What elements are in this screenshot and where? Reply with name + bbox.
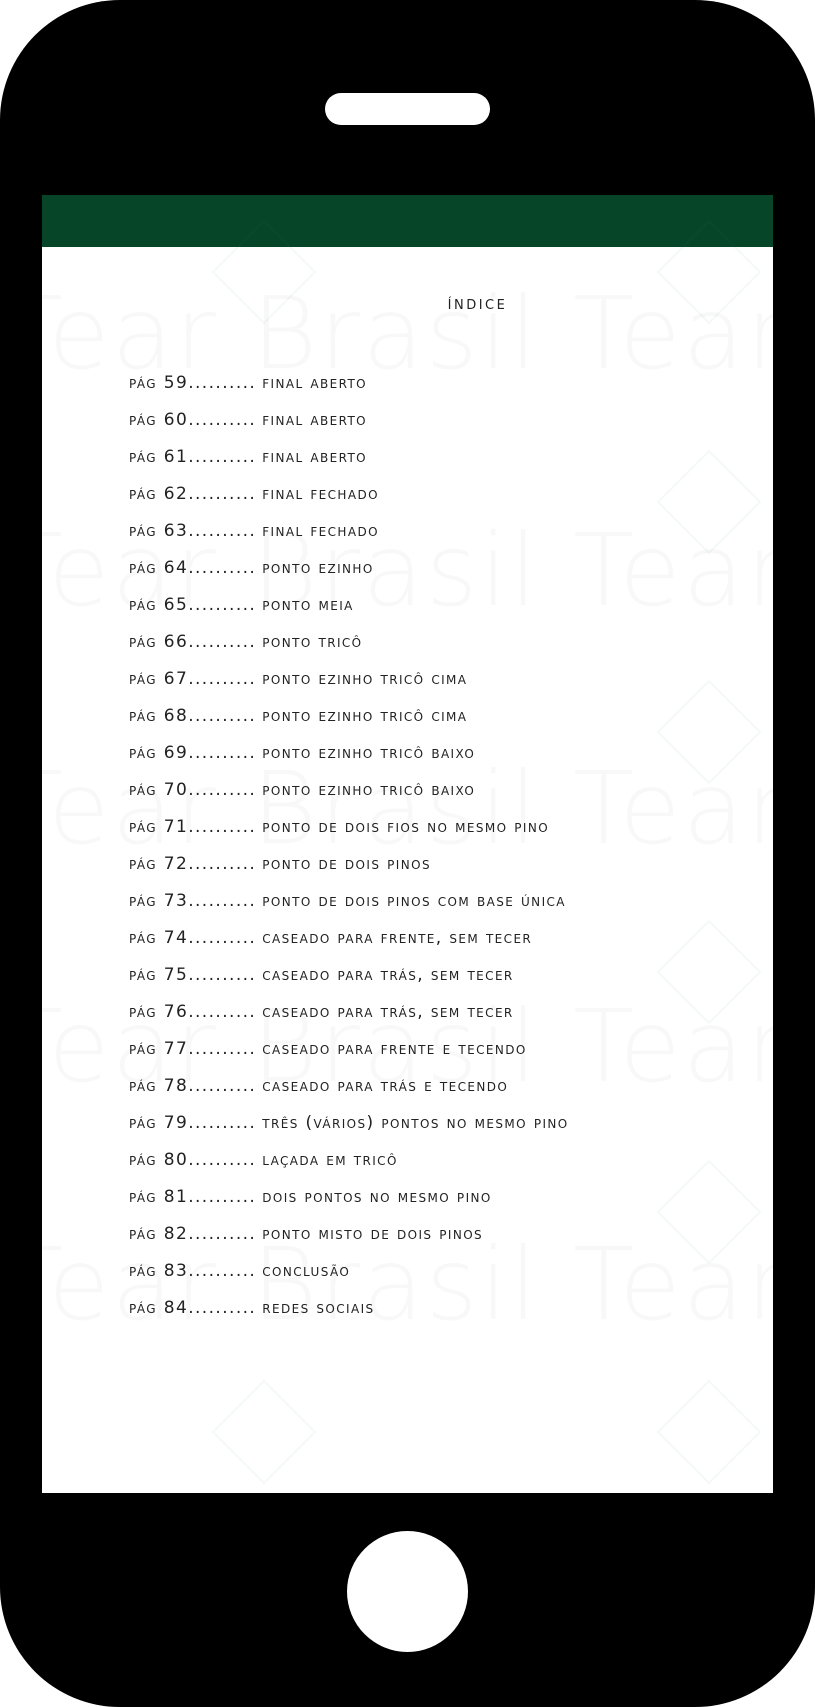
index-entry-title: ponto de dois fios no mesmo pino <box>262 817 550 837</box>
index-entry[interactable] <box>129 624 569 661</box>
watermark-diamond-icon <box>657 450 762 555</box>
index-entry-page: pág 68.......... <box>129 706 257 726</box>
index-entry-title: final aberto <box>262 410 368 430</box>
index-entry-page: pág 83.......... <box>129 1261 257 1281</box>
index-entry-page: pág 69.......... <box>129 743 257 763</box>
index-entry-page: pág 67.......... <box>129 669 257 689</box>
index-entry[interactable] <box>129 550 569 587</box>
index-entry[interactable] <box>129 513 569 550</box>
index-entry-page: pág 73.......... <box>129 891 257 911</box>
watermark-diamond-icon <box>657 920 762 1025</box>
index-entry[interactable] <box>129 920 569 957</box>
index-entry-title: ponto ezinho tricô baixo <box>262 780 476 800</box>
index-entry-page: pág 75.......... <box>129 965 257 985</box>
index-entry[interactable] <box>129 957 569 994</box>
index-entry[interactable] <box>129 1253 569 1290</box>
index-entry[interactable] <box>129 1179 569 1216</box>
index-entry-title: ponto ezinho tricô cima <box>262 669 468 689</box>
index-entry-title: ponto de dois pinos <box>262 854 431 874</box>
index-entry-title: ponto ezinho <box>262 558 374 578</box>
index-entry[interactable] <box>129 1142 569 1179</box>
index-entry-title: caseado para trás e tecendo <box>262 1076 509 1096</box>
index-entry-page: pág 64.......... <box>129 558 257 578</box>
index-entry[interactable] <box>129 1105 569 1142</box>
index-entry[interactable] <box>129 1290 569 1327</box>
index-entry[interactable] <box>129 1216 569 1253</box>
index-entry-title: conclusão <box>262 1261 351 1281</box>
index-entry-page: pág 79.......... <box>129 1113 257 1133</box>
index-entry-title: final aberto <box>262 447 368 467</box>
index-entry-title: final aberto <box>262 373 368 393</box>
index-entry-title: laçada em tricô <box>262 1150 398 1170</box>
index-entry-title: ponto tricô <box>262 632 363 652</box>
index-entry[interactable] <box>129 1031 569 1068</box>
index-entry-page: pág 65.......... <box>129 595 257 615</box>
index-list <box>129 365 569 1327</box>
page-title: índice <box>447 292 508 314</box>
index-entry-title: ponto meia <box>262 595 354 615</box>
index-entry[interactable] <box>129 846 569 883</box>
index-entry-title: ponto de dois pinos com base única <box>262 891 566 911</box>
watermark-diamond-icon <box>212 1380 317 1485</box>
index-entry[interactable] <box>129 1068 569 1105</box>
index-entry-page: pág 66.......... <box>129 632 257 652</box>
index-entry-page: pág 80.......... <box>129 1150 257 1170</box>
index-entry[interactable] <box>129 735 569 772</box>
index-entry-title: ponto misto de dois pinos <box>262 1224 484 1244</box>
index-entry-page: pág 76.......... <box>129 1002 257 1022</box>
index-entry-title: caseado para frente, sem tecer <box>262 928 533 948</box>
index-entry[interactable] <box>129 883 569 920</box>
index-entry-page: pág 71.......... <box>129 817 257 837</box>
index-entry-page: pág 74.......... <box>129 928 257 948</box>
index-entry[interactable] <box>129 994 569 1031</box>
index-entry-page: pág 82.......... <box>129 1224 257 1244</box>
index-entry[interactable] <box>129 772 569 809</box>
home-button[interactable] <box>347 1531 468 1652</box>
index-entry-page: pág 62.......... <box>129 484 257 504</box>
index-entry-page: pág 59.......... <box>129 373 257 393</box>
index-entry-page: pág 78.......... <box>129 1076 257 1096</box>
index-entry[interactable] <box>129 439 569 476</box>
watermark-diamond-icon <box>657 680 762 785</box>
index-entry-page: pág 70.......... <box>129 780 257 800</box>
index-entry-title: caseado para trás, sem tecer <box>262 1002 514 1022</box>
index-entry-title: três (vários) pontos no mesmo pino <box>262 1113 569 1133</box>
index-entry[interactable] <box>129 587 569 624</box>
index-entry-page: pág 77.......... <box>129 1039 257 1059</box>
index-entry[interactable] <box>129 809 569 846</box>
index-entry-title: caseado para frente e tecendo <box>262 1039 527 1059</box>
index-entry[interactable] <box>129 476 569 513</box>
index-entry-title: ponto ezinho tricô baixo <box>262 743 476 763</box>
index-entry-title: final fechado <box>262 484 379 504</box>
watermark-diamond-icon <box>657 1160 762 1265</box>
watermark-diamond-icon <box>657 1380 762 1485</box>
index-entry-page: pág 61.......... <box>129 447 257 467</box>
index-entry-page: pág 84.......... <box>129 1298 257 1318</box>
index-entry[interactable] <box>129 698 569 735</box>
index-entry[interactable] <box>129 402 569 439</box>
index-entry[interactable] <box>129 365 569 402</box>
index-entry-page: pág 60.......... <box>129 410 257 430</box>
index-entry-page: pág 81.......... <box>129 1187 257 1207</box>
index-entry-page: pág 63.......... <box>129 521 257 541</box>
screen[interactable] <box>42 195 773 1493</box>
index-entry-title: ponto ezinho tricô cima <box>262 706 468 726</box>
index-entry[interactable] <box>129 661 569 698</box>
speaker-slot <box>325 93 490 125</box>
index-entry-title: redes sociais <box>262 1298 375 1318</box>
index-entry-page: pág 72.......... <box>129 854 257 874</box>
top-bar <box>42 195 773 247</box>
index-entry-title: dois pontos no mesmo pino <box>262 1187 492 1207</box>
index-entry-title: final fechado <box>262 521 379 541</box>
index-entry-title: caseado para trás, sem tecer <box>262 965 514 985</box>
